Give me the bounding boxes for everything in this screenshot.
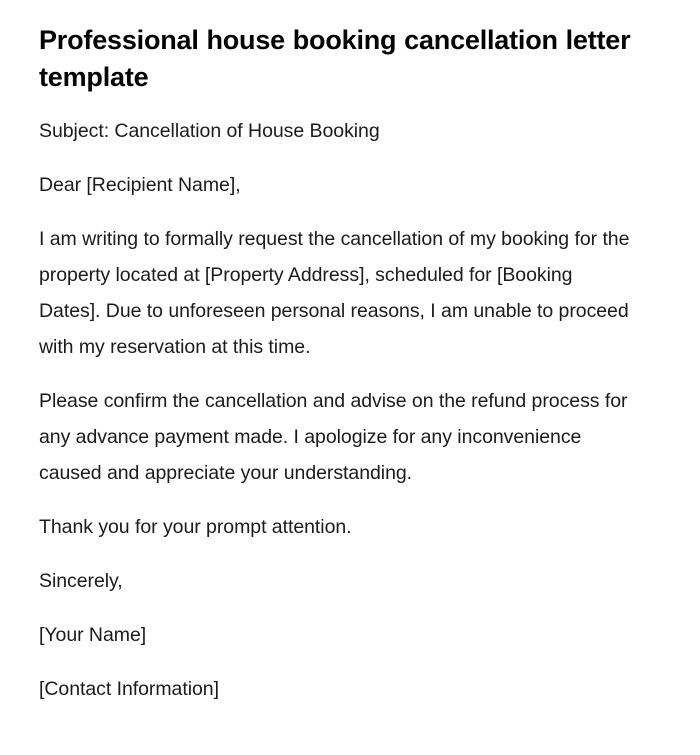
letter-subject-line: Subject: Cancellation of House Booking	[39, 120, 380, 142]
letter-contact-information: [Contact Information]	[39, 678, 219, 700]
letter-paragraph-request: I am writing to formally request the cancellation of my booking for the property located at [Property Address], scheduled for [Booking Dates]. Due to unforeseen personal reasons, I am unable to proceed with my reservation at this time.	[39, 228, 630, 358]
letter-template-article	[39, 22, 639, 707]
letter-salutation: Dear [Recipient Name],	[39, 174, 241, 196]
letter-paragraph-thanks: Thank you for your prompt attention.	[39, 516, 352, 538]
page-title: Professional house booking cancellation letter template	[39, 25, 631, 92]
letter-signature-name: [Your Name]	[39, 624, 147, 646]
letter-paragraph-refund: Please confirm the cancellation and advise on the refund process for any advance payment made. I apologize for any inconvenience caused and appreciate your understanding.	[39, 390, 628, 484]
letter-closing: Sincerely,	[39, 570, 123, 592]
letter-body	[39, 113, 639, 707]
